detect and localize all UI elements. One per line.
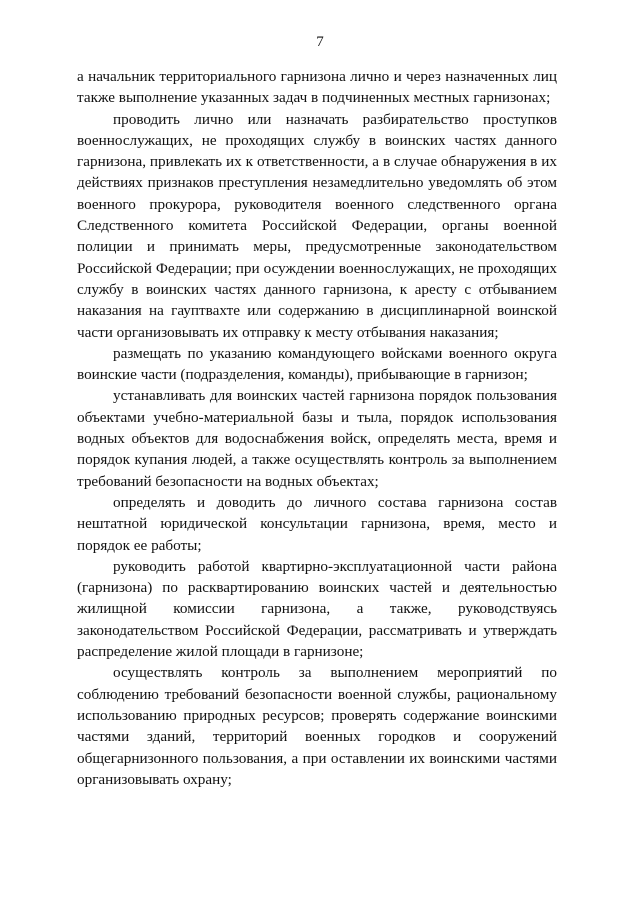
paragraph-facility-usage: устанавливать для воинских частей гарнизона порядок пользования объектами учебно-материальной базы и тыла, порядок использования водных объектов для водоснабжения войск, определять места, время и порядок купания людей, а также осуществлять контроль за выполнением требований безопасности на водных объектах; <box>77 387 557 490</box>
paragraph-legal-consultation: определять и доводить до личного состава гарнизона состав нештатной юридической консультации гарнизона, время, место и порядок ее работы; <box>77 493 557 554</box>
page-number: 7 <box>316 34 324 50</box>
document-body <box>77 66 557 790</box>
paragraph-safety-control: осуществлять контроль за выполнением мероприятий по соблюдению требований безопасности военной службы, рациональному использованию природных ресурсов; проверять содержание воинскими частями зданий, территорий военных городков и сооружений общегарнизонного пользования, а при оставлении их воинскими частями организовывать охрану; <box>77 664 557 788</box>
paragraph-disciplinary-proceedings: проводить лично или назначать разбирательство проступков военнослужащих, не проходящих службу в воинских частях данного гарнизона, привлекать их к ответственности, а в случае обнаружения в их действиях признаков преступления незамедлительно уведомлять об этом военного прокурора, руководителя военного следственного органа Следственного комитета Российской Федерации, органы военной полиции и принимать меры, предусмотренные законодательством Российской Федерации; при осуждении военнослужащих, не проходящих службу в воинских частях данного гарнизона, к аресту с отбыванием наказания на гауптвахте или содержанию в дисциплинарной воинской части организовывать их отправку к месту отбывания наказания; <box>77 110 557 341</box>
paragraph-housing: руководить работой квартирно-эксплуатационной части района (гарнизона) по расквартированию воинских частей и деятельностью жилищной комиссии гарнизона, а также, руководствуясь законодательством Российской Федерации, рассматривать и утверждать распределение жилой площади в гарнизоне; <box>77 557 557 661</box>
paragraph-continuation: а начальник территориального гарнизона лично и через назначенных лиц также выполнение указанных задач в подчиненных местных гарнизонах; <box>77 68 557 107</box>
paragraph-unit-placement: размещать по указанию командующего войсками военного округа воинские части (подразделения, команды), прибывающие в гарнизон; <box>77 344 557 384</box>
